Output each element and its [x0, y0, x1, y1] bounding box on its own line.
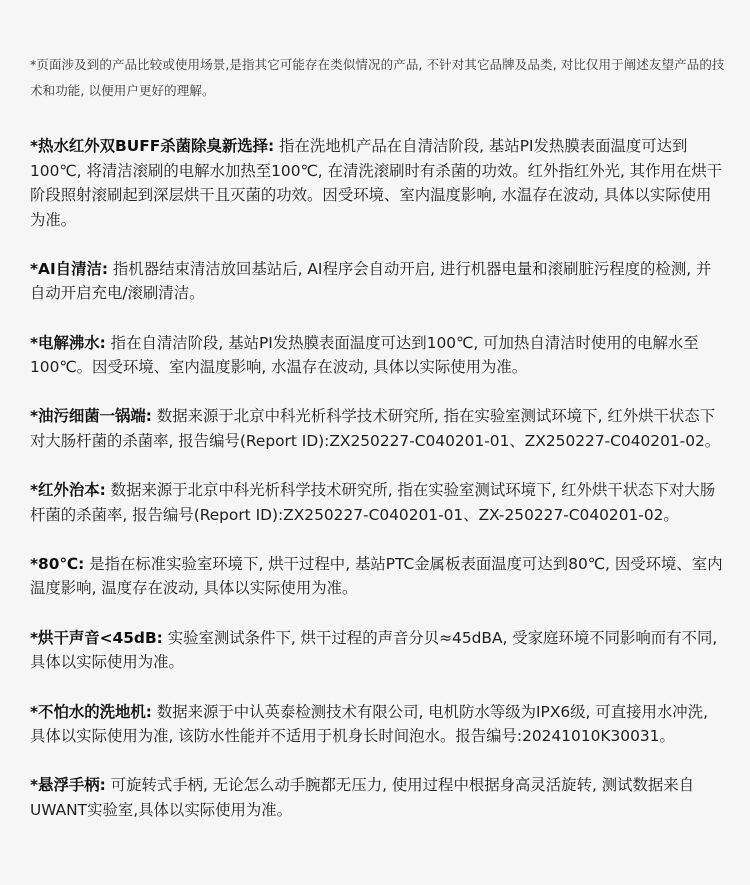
footnote-item	[30, 134, 726, 232]
footnote-term: *80℃:	[30, 554, 85, 573]
footnote-text: 可旋转式手柄, 无论怎么动手腕都无压力, 使用过程中根据身高灵活旋转, 测试数据来自UWANT实验室,具体以实际使用为准。	[30, 776, 695, 819]
footnote-term: *电解沸水:	[30, 333, 106, 352]
footnote-term: *烘干声音<45dB:	[30, 628, 163, 647]
footnote-text: 数据来源于北京中科光析科学技术研究所, 指在实验室测试环境下, 红外烘干状态下对大肠杆菌的杀菌率, 报告编号(Report ID):ZX250227-C040201-01、ZX250227-C040201-02。	[30, 407, 721, 450]
footnote-term: *红外治本:	[30, 481, 106, 500]
footnote-text: 数据来源于中认英泰检测技术有限公司, 电机防水等级为IPX6级, 可直接用水冲洗, 具体以实际使用为准, 该防水性能并不适用于机身长时间泡水。报告编号:20241010K30031。	[30, 702, 708, 746]
footnote-item	[30, 331, 726, 380]
footnote-term: *悬浮手柄:	[30, 776, 106, 795]
footnote-text: 指在自清洁阶段, 基站PI发热膜表面温度可达到100℃, 可加热自清洁时使用的电解水至100℃。因受环境、室内温度影响, 水温存在波动, 具体以实际使用为准。	[30, 333, 699, 377]
footnote-item	[30, 626, 726, 675]
footnote-text: 是指在标准实验室环境下, 烘干过程中, 基站PTC金属板表面温度可达到80℃, 因受环境、室内温度影响, 温度存在波动, 具体以实际使用为准。	[30, 554, 723, 598]
footnote-term: *AI自清洁:	[30, 259, 109, 278]
footnote-item	[30, 773, 726, 822]
footnote-term: *不怕水的洗地机:	[30, 702, 152, 721]
footnote-item	[30, 257, 726, 306]
footnote-text: 指机器结束清洁放回基站后, AI程序会自动开启, 进行机器电量和滚刷脏污程度的检测, 并自动开启充电/滚刷清洁。	[30, 259, 712, 303]
footnote-item	[30, 552, 726, 601]
footnote-item	[30, 478, 726, 527]
footnote-term: *油污细菌一锅端:	[30, 407, 152, 426]
footnote-item	[30, 700, 726, 749]
footnote-text: 数据来源于北京中科光析科学技术研究所, 指在实验室测试环境下, 红外烘干状态下对大肠杆菌的杀菌率, 报告编号(Report ID):ZX250227-C040201-01、ZX-250227-C040201-02。	[30, 481, 716, 524]
footnote-text: 实验室测试条件下, 烘干过程的声音分贝≈45dBA, 受家庭环境不同影响而有不同, 具体以实际使用为准。	[30, 628, 718, 672]
disclaimer-text: *页面涉及到的产品比较或使用场景,是指其它可能存在类似情况的产品, 不针对其它品牌及品类, 对比仅用于阐述友望产品的技术和功能, 以便用户更好的理解。	[30, 57, 725, 98]
footnote-text: 指在洗地机产品在自清洁阶段, 基站PI发热膜表面温度可达到100℃, 将清洁滚刷的电解水加热至100℃, 在清洗滚刷时有杀菌的功效。红外指红外光, 其作用在烘干阶段照射滚刷起到深层烘干且灭菌的功效。因受环境、室内温度影响, 水温存在波动, 具体以实际使用为准。	[30, 137, 723, 229]
footnote-list	[30, 134, 726, 822]
footnote-item	[30, 404, 726, 453]
footnote-term: *热水红外双BUFF杀菌除臭新选择:	[30, 137, 275, 155]
